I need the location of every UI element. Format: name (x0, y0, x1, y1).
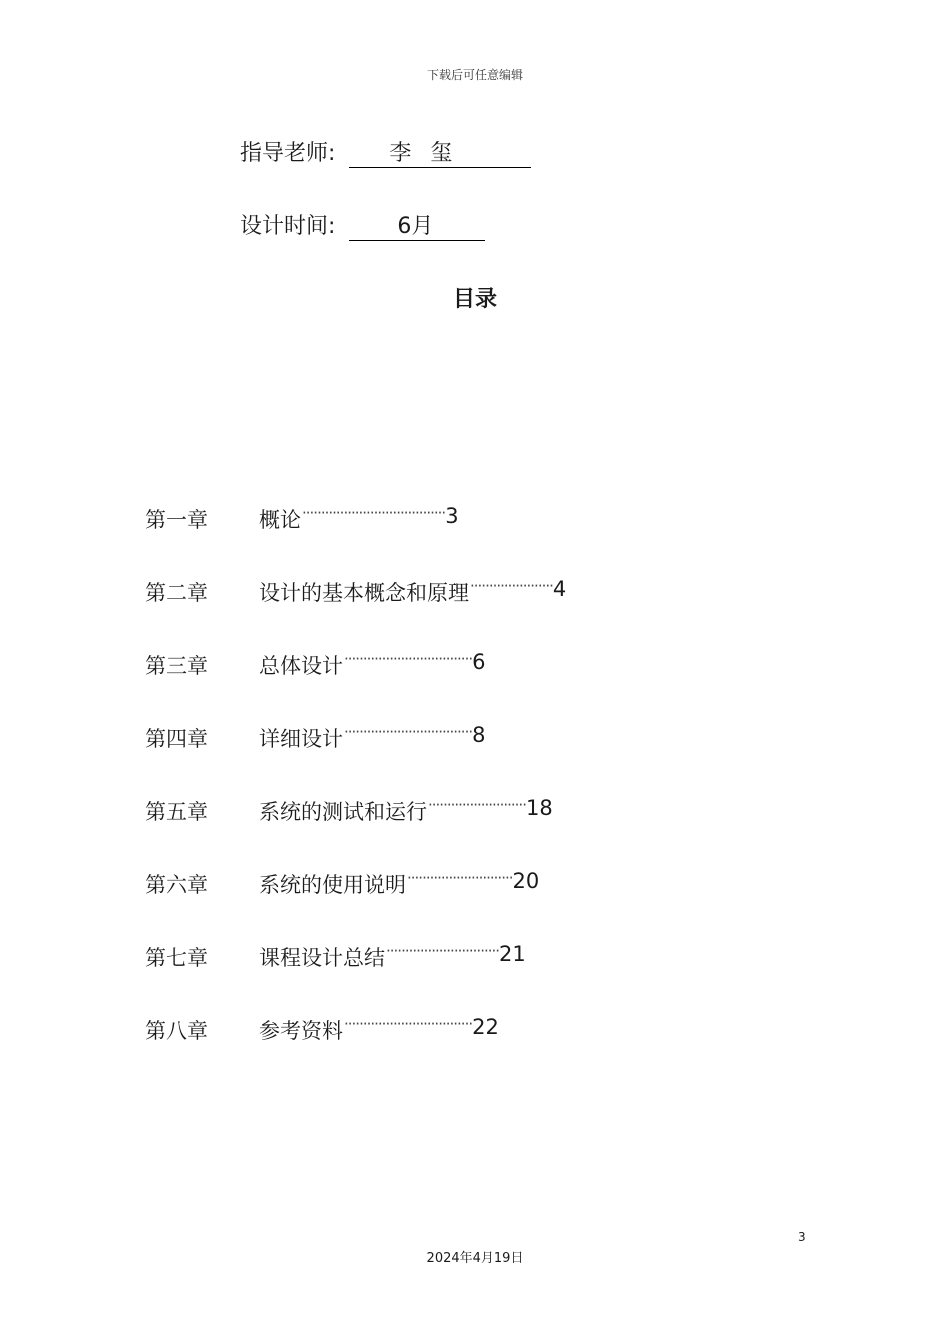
design-time-label: 设计时间: (240, 214, 336, 239)
toc-page-number: 6 (472, 650, 486, 674)
toc-item[interactable] (145, 796, 566, 869)
toc-entry-title: 系统的使用说明 (259, 873, 406, 897)
toc-leader-dots: ·································· (344, 1015, 473, 1033)
toc-item[interactable] (145, 869, 566, 942)
toc-chapter: 第八章 (145, 1019, 208, 1043)
toc-item[interactable] (145, 577, 566, 650)
toc-leader-dots: ······························ (386, 942, 500, 960)
toc-item[interactable] (145, 942, 566, 1015)
toc-chapter: 第一章 (145, 508, 208, 532)
toc-page-number: 4 (552, 577, 567, 601)
toc-page-number: 20 (512, 869, 540, 893)
toc-leader-dots: ······················ (470, 577, 553, 595)
toc-leader-dots: ······································ (302, 504, 446, 522)
toc-entry-title: 参考资料 (259, 1019, 343, 1043)
toc-chapter: 第五章 (145, 800, 208, 824)
header-note: 下载后可任意编辑 (426, 68, 523, 82)
advisor-label: 指导老师: (240, 141, 336, 166)
toc-leader-dots: ·································· (344, 723, 473, 741)
toc-leader-dots: ·································· (344, 650, 473, 668)
toc-page-number: 3 (445, 504, 459, 528)
toc-title: 目录 (452, 287, 497, 312)
toc-entry-title: 设计的基本概念和原理 (259, 581, 469, 605)
toc-page-number: 8 (472, 723, 486, 747)
toc-chapter: 第六章 (145, 873, 208, 897)
toc-entry-title: 总体设计 (259, 654, 343, 678)
advisor-value: 李 玺 (349, 141, 531, 168)
footer-date: 2024年4月19日 (426, 1251, 524, 1266)
toc-entry-title: 系统的测试和运行 (259, 800, 427, 824)
toc-item[interactable] (145, 1015, 566, 1088)
toc-chapter: 第三章 (145, 654, 208, 678)
toc-item[interactable] (145, 504, 566, 577)
toc-item[interactable] (145, 650, 566, 723)
advisor-row (240, 136, 531, 168)
toc-leader-dots: ···························· (407, 869, 513, 887)
toc-entry-title: 课程设计总结 (259, 946, 385, 970)
page-number: 3 (798, 1230, 806, 1244)
table-of-contents (145, 504, 566, 1088)
design-time-value: 6月 (349, 214, 485, 241)
toc-page-number: 21 (499, 942, 526, 966)
toc-entry-title: 概论 (259, 508, 301, 532)
toc-chapter: 第七章 (145, 946, 208, 970)
toc-item[interactable] (145, 723, 566, 796)
toc-leader-dots: ·························· (428, 796, 526, 814)
toc-chapter: 第四章 (145, 727, 208, 751)
design-time-row (240, 209, 485, 241)
toc-chapter: 第二章 (145, 581, 208, 605)
toc-page-number: 18 (525, 796, 553, 820)
toc-page-number: 22 (472, 1015, 499, 1039)
toc-entry-title: 详细设计 (259, 727, 343, 751)
